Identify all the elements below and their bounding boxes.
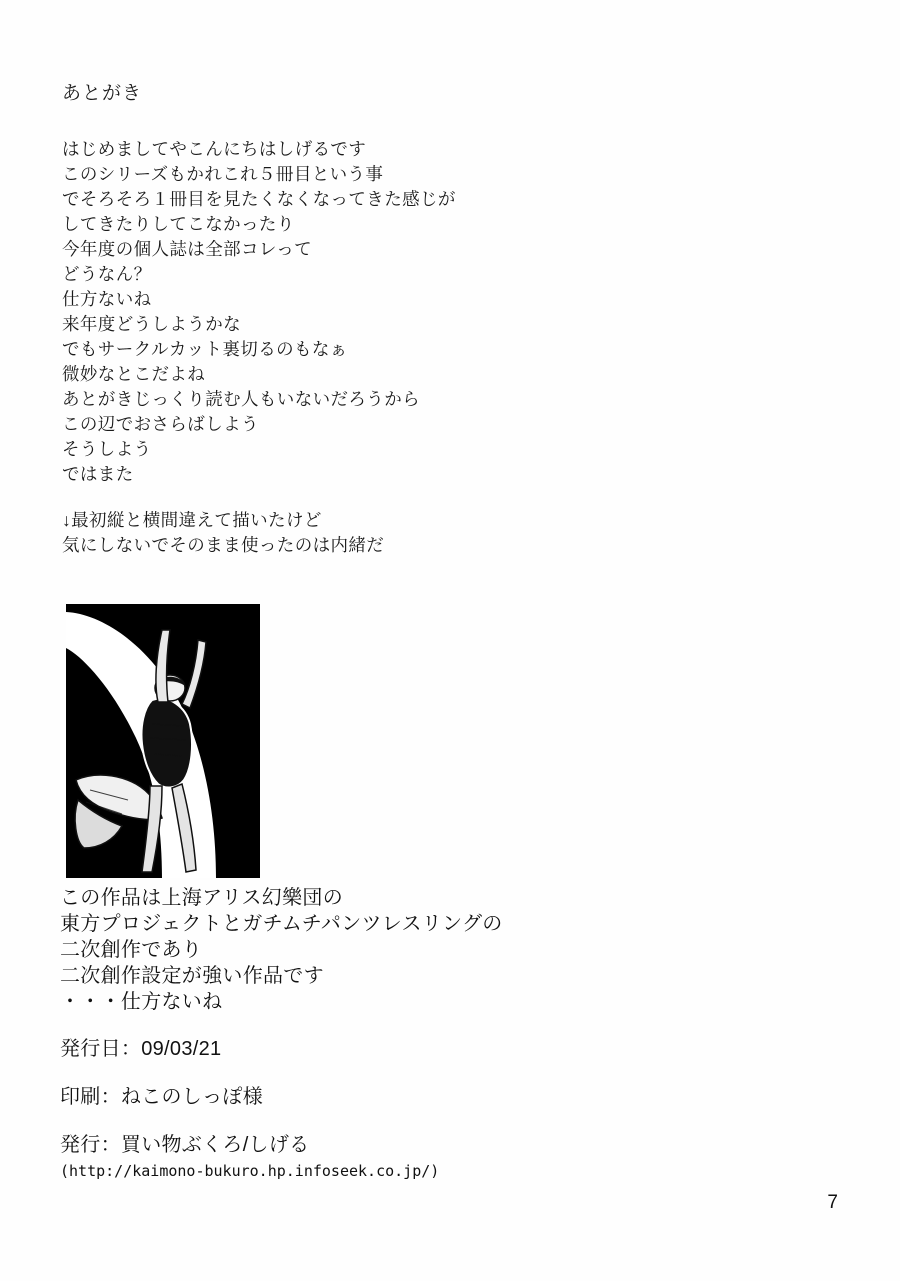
body-line: この辺でおさらばしよう — [62, 414, 259, 434]
body-line: ではまた — [62, 464, 134, 484]
illustration-note — [62, 508, 702, 558]
page-title: あとがき — [62, 83, 143, 104]
body-line: してきたりしてこなかったり — [62, 214, 295, 234]
body-line: でもサークルカット裏切るのもなぁ — [62, 339, 348, 359]
disclaimer-line: 二次創作であり — [60, 939, 203, 961]
body-line: そうしよう — [62, 439, 152, 459]
disclaimer-line: ・・・仕方ないね — [60, 991, 223, 1013]
disclaimer-line: この作品は上海アリス幻樂団の — [60, 887, 343, 909]
body-line: 仕方ないね — [62, 289, 152, 309]
printer: 印刷：ねこのしっぽ様 — [60, 1086, 263, 1108]
body-line: でそろそろ１冊目を見たくなくなってきた感じが — [62, 189, 456, 209]
publisher: 発行：買い物ぶくろ/しげる — [60, 1134, 310, 1156]
publish-date: 発行日：09/03/21 — [60, 1038, 222, 1060]
page-number: 7 — [827, 1192, 838, 1213]
body-line: あとがきじっくり読む人もいないだろうから — [62, 389, 420, 409]
body-line: 微妙なとこだよね — [62, 364, 206, 384]
body-line: はじめましてやこんにちはしげるです — [62, 139, 367, 159]
note-line: 気にしないでそのまま使ったのは内緒だ — [62, 535, 385, 555]
afterword-body — [62, 137, 702, 487]
disclaimer-line: 東方プロジェクトとガチムチパンツレスリングの — [60, 913, 503, 935]
body-line: どうなん？ — [62, 264, 152, 284]
publisher-url: (http://kaimono-bukuro.hp.infoseek.co.jp/) — [60, 1162, 440, 1180]
disclaimer-line: 二次創作設定が強い作品です — [60, 965, 324, 987]
body-line: 来年度どうしようかな — [62, 314, 241, 334]
body-line: 今年度の個人誌は全部コレって — [62, 239, 313, 259]
body-line: このシリーズもかれこれ５冊目という事 — [62, 164, 384, 184]
note-line: ↓最初縦と横間違えて描いたけど — [62, 510, 322, 530]
colophon — [60, 885, 820, 1181]
illustration-image — [66, 604, 260, 878]
